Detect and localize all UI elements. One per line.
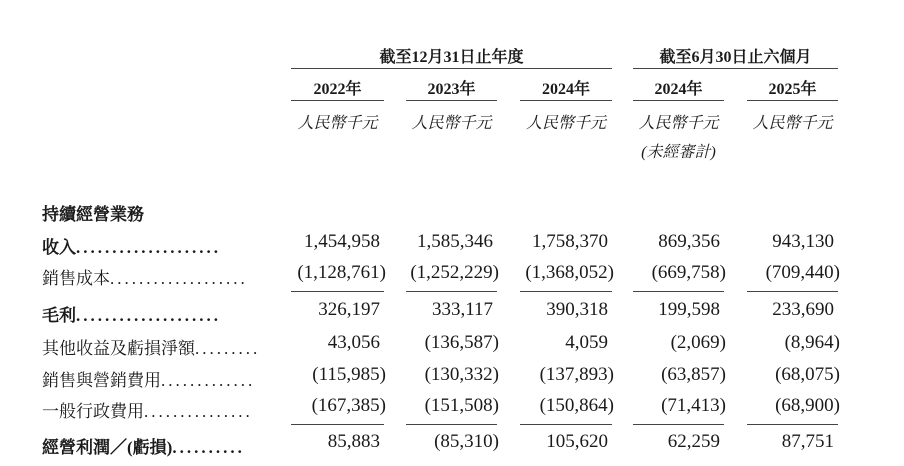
cell-value: (151,508)	[424, 395, 499, 416]
row-label	[42, 301, 267, 326]
cell-value: 4,059	[565, 332, 608, 353]
cell-value: (130,332)	[424, 364, 499, 385]
row-label	[42, 366, 267, 391]
year-header: 2025年	[768, 81, 817, 98]
leader-dots: ....................	[76, 306, 221, 325]
cell-value: (63,857)	[661, 364, 726, 385]
unit-label: 人民幣千元	[297, 115, 378, 132]
leader-dots: ...............	[144, 402, 253, 421]
subtotal-underline	[291, 291, 384, 292]
row-label	[42, 433, 267, 458]
cell-value: (1,128,761)	[297, 262, 386, 283]
group-underline	[633, 68, 838, 69]
row-label-text: 銷售成本	[42, 269, 110, 288]
cell-value: (137,893)	[539, 364, 614, 385]
unit-label: 人民幣千元	[752, 115, 833, 132]
cell-value: 1,758,370	[532, 231, 608, 252]
year-underline	[291, 100, 384, 101]
cell-value: 85,883	[327, 431, 380, 452]
year-underline	[633, 100, 724, 101]
subtotal-underline	[291, 424, 384, 425]
section-title: 持續經營業務	[42, 205, 144, 224]
cell-value: 105,620	[546, 431, 608, 452]
unaudited-note: (未經審計)	[641, 144, 716, 161]
subtotal-underline	[406, 291, 497, 292]
row-label-text: 經營利潤／(虧損)	[42, 438, 173, 457]
row-label-text: 銷售與營銷費用	[42, 371, 161, 390]
year-header: 2024年	[541, 81, 590, 98]
unit-label: 人民幣千元	[638, 115, 719, 132]
cell-value: (85,310)	[434, 431, 499, 452]
cell-value: 326,197	[318, 299, 380, 320]
subtotal-underline	[520, 291, 612, 292]
subtotal-underline	[633, 291, 724, 292]
leader-dots: ....................	[76, 238, 221, 257]
cell-value: (150,864)	[539, 395, 614, 416]
cell-value: 43,056	[327, 332, 380, 353]
cell-value: 390,318	[546, 299, 608, 320]
year-underline	[520, 100, 612, 101]
leader-dots: .............	[161, 371, 256, 390]
cell-value: 199,598	[658, 299, 720, 320]
year-header: 2023年	[427, 81, 476, 98]
cell-value: (68,075)	[775, 364, 840, 385]
cell-value: 233,690	[772, 299, 834, 320]
cell-value: (167,385)	[311, 395, 386, 416]
period-group-header: 截至6月30日止六個月	[659, 49, 812, 66]
row-label-text: 其他收益及虧損淨額	[42, 339, 195, 358]
row-label-text: 毛利	[42, 306, 76, 325]
cell-value: (115,985)	[312, 364, 386, 385]
year-underline	[747, 100, 838, 101]
unit-label: 人民幣千元	[411, 115, 492, 132]
cell-value: (1,252,229)	[410, 262, 499, 283]
leader-dots: ..........	[172, 438, 245, 457]
cell-value: 62,259	[667, 431, 720, 452]
row-label	[42, 334, 267, 359]
cell-value: 943,130	[772, 231, 834, 252]
cell-value: 869,356	[658, 231, 720, 252]
subtotal-underline	[520, 424, 612, 425]
year-header: 2022年	[313, 81, 362, 98]
cell-value: 1,454,958	[304, 231, 380, 252]
cell-value: (2,069)	[670, 332, 726, 353]
subtotal-underline	[406, 424, 497, 425]
group-underline	[291, 68, 612, 69]
subtotal-underline	[747, 291, 838, 292]
cell-value: (136,587)	[424, 332, 499, 353]
leader-dots: .........	[195, 339, 261, 358]
cell-value: (709,440)	[765, 262, 840, 283]
row-label	[42, 233, 267, 258]
row-label-text: 一般行政費用	[42, 402, 144, 421]
period-group-header: 截至12月31日止年度	[379, 49, 524, 66]
unit-label: 人民幣千元	[525, 115, 606, 132]
subtotal-underline	[747, 424, 838, 425]
subtotal-underline	[633, 424, 724, 425]
cell-value: (68,900)	[775, 395, 840, 416]
cell-value: 87,751	[781, 431, 834, 452]
cell-value: (669,758)	[651, 262, 726, 283]
cell-value: 1,585,346	[417, 231, 493, 252]
cell-value: (71,413)	[661, 395, 726, 416]
year-header: 2024年	[654, 81, 703, 98]
leader-dots: ...................	[110, 269, 248, 288]
cell-value: 333,117	[431, 299, 493, 320]
cell-value: (8,964)	[784, 332, 840, 353]
row-label	[42, 397, 267, 422]
year-underline	[406, 100, 497, 101]
cell-value: (1,368,052)	[525, 262, 614, 283]
row-label	[42, 264, 267, 289]
row-label-text: 收入	[42, 238, 76, 257]
